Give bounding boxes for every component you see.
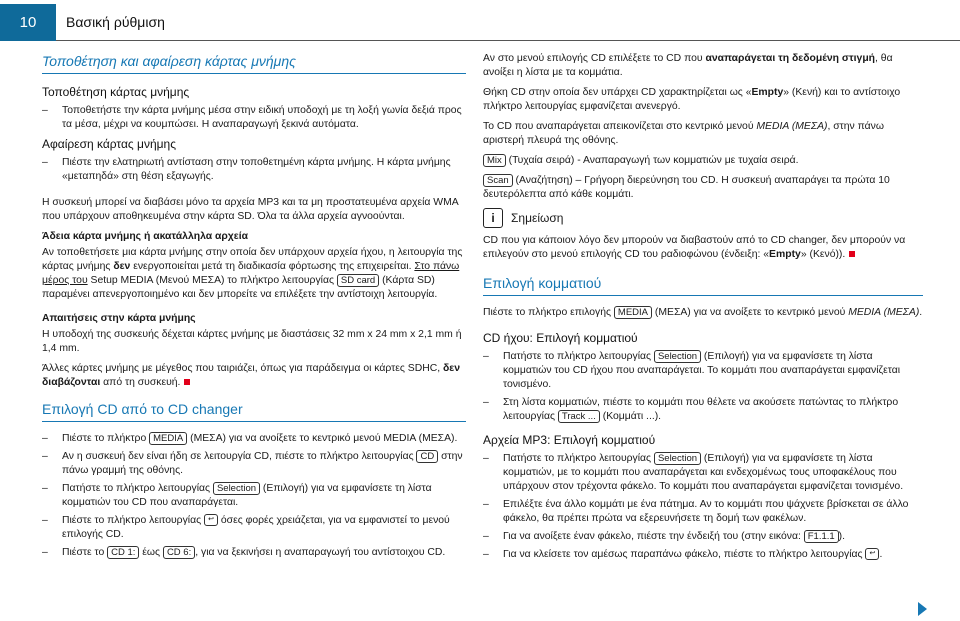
end-of-section-marker xyxy=(184,379,190,385)
selection-key: Selection xyxy=(654,350,701,363)
subheading-audio-cd: CD ήχου: Επιλογή κομματιού xyxy=(483,331,638,345)
paragraph-dimensions: Η υποδοχή της συσκευής δέχεται κάρτες μνήμης με διαστάσεις 32 mm x 24 mm x 2,1 mm ή 1,4 mm. xyxy=(42,329,462,354)
list-item: – Πιέστε το CD 1: έως CD 6: , για να ξεκινήσει η αναπαραγωγή του αντίστοιχου CD. xyxy=(42,547,446,558)
selection-key: Selection xyxy=(654,452,701,465)
heading-empty-card: Άδεια κάρτα μνήμης ή ακατάλληλα αρχεία xyxy=(42,231,248,242)
mix-key: Mix xyxy=(483,154,506,167)
list-item: – Πατήστε το πλήκτρο λειτουργίας Selection (Επιλογή) για να εμφανίσετε τη λίστα κομματιών του CD ήχου που αναπαράγεται. Το κομμάτι που αναπαράγεται εμφανίζεται τονισμένο. xyxy=(483,351,901,390)
list-item: – Τοποθετήστε την κάρτα μνήμης μέσα στην ειδική υποδοχή με τη λοξή γωνία δεξιά προς τα μέσα, μέχρι να κουμπώσει. Η αναπαραγωγή ξεκινά αυτόματα. xyxy=(42,105,462,130)
paragraph-current-cd: Αν στο μενού επιλογής CD επιλέξετε το CD που αναπαράγεται τη δεδομένη στιγμή, θα ανοίξει η λίστα με τα κομμάτια. xyxy=(483,53,893,78)
list-item: – Πιέστε το πλήκτρο MEDIA (ΜΕΣΑ) για να ανοίξετε το κεντρικό μενού MEDIA (ΜΕΣΑ). xyxy=(42,433,458,444)
info-icon: i xyxy=(483,208,503,228)
header-title: Βασική ρύθμιση xyxy=(66,14,165,30)
next-page-arrow-icon xyxy=(918,602,927,616)
media-key: MEDIA xyxy=(614,306,652,319)
paragraph-mix: Mix (Τυχαία σειρά) - Αναπαραγωγή των κομματιών με τυχαία σειρά. xyxy=(483,154,923,168)
list-item: – Πιέστε το πλήκτρο λειτουργίας ↩ όσες φορές χρειάζεται, για να εμφανιστεί το μενού επιλογής CD. xyxy=(42,515,450,540)
back-icon: ↩ xyxy=(204,514,218,526)
note-header xyxy=(483,208,923,228)
list-item: – Στη λίστα κομματιών, πιέστε το κομμάτι που θέλετε να ακούσετε πατώντας το πλήκτρο λειτουργίας Track ... (Κομμάτι ...). xyxy=(483,397,899,422)
list-item: – Πατήστε το πλήκτρο λειτουργίας Selection (Επιλογή) για να εμφανίσετε τη λίστα κομματιών του CD που αναπαράγεται. xyxy=(42,483,432,508)
left-column xyxy=(42,52,466,564)
cd-key: CD xyxy=(416,450,438,463)
subheading-mp3: Αρχεία MP3: Επιλογή κομματιού xyxy=(483,433,656,447)
subheading-insert-card: Τοποθέτηση κάρτας μνήμης xyxy=(42,85,190,99)
list-item: – Πατήστε το πλήκτρο λειτουργίας Selection (Επιλογή) για να εμφανίσετε τη λίστα κομματιών, με το κομμάτι που αναπαράγεται και ενδεχομένως τους υποφακέλους που υπάρχουν στον τρέχοντα φάκελο. Το κομμάτι που αναπαράγεται εμφανίζεται τονισμένο. xyxy=(483,453,904,492)
scan-key: Scan xyxy=(483,174,513,187)
back-icon: ↩ xyxy=(865,548,879,560)
section-title-memory-card: Τοποθέτηση και αφαίρεση κάρτας μνήμης xyxy=(42,52,466,74)
list-item: – Πιέστε την ελατηριωτή αντίσταση στην τοποθετημένη κάρτα μνήμης. Η κάρτα μνήμης «μεταπηδά» στη θέση εξαγωγής. xyxy=(42,157,451,182)
section-title-cd-changer: Επιλογή CD από το CD changer xyxy=(42,400,466,422)
paragraph-empty-slot: Θήκη CD στην οποία δεν υπάρχει CD χαρακτηρίζεται ως «Empty» (Κενή) και το αντίστοιχο πλήκτρο λειτουργίας εμφανίζεται ανενεργό. xyxy=(483,87,901,112)
sd-card-key: SD card xyxy=(337,274,379,287)
note-text: CD που για κάποιον λόγο δεν μπορούν να διαβαστούν από το CD changer, δεν μπορούν να επιλεγούν στο μενού επιλογής CD του ραδιοφώνου (ένδειξη: «Empty» (Κενό)). xyxy=(483,235,906,260)
header-divider xyxy=(56,40,960,41)
page-number: 10 xyxy=(0,4,56,41)
paragraph-open-media: Πιέστε το πλήκτρο επιλογής MEDIA (ΜΕΣΑ) για να ανοίξετε το κεντρικό μενού MEDIA (ΜΕΣΑ). xyxy=(483,307,923,318)
page-header xyxy=(0,0,960,42)
list-item: – Για να ανοίξετε έναν φάκελο, πιέστε την ένδειξή του (στην εικόνα: F1.1.1 ). xyxy=(483,531,846,542)
heading-requirements: Απαιτήσεις στην κάρτα μνήμης xyxy=(42,313,196,324)
paragraph-supported-files: Η συσκευή μπορεί να διαβάσει μόνο τα αρχεία MP3 και τα μη προστατευμένα αρχεία WMA που υπάρχουν αποθηκευμένα στην κάρτα SD. Όλα τα άλλα αρχεία αγνοούνται. xyxy=(42,197,459,222)
right-column xyxy=(483,52,923,566)
note-title: Σημείωση xyxy=(511,211,564,225)
cd1-key: CD 1: xyxy=(107,546,139,559)
paragraph-cd-display: Το CD που αναπαράγεται απεικονίζεται στο κεντρικό μενού MEDIA (ΜΕΣΑ), στην πάνω αριστερή πλευρά της οθόνης. xyxy=(483,121,884,146)
selection-key: Selection xyxy=(213,482,260,495)
section-title-track-selection: Επιλογή κομματιού xyxy=(483,274,923,296)
media-key: MEDIA xyxy=(149,432,187,445)
list-item: – Αν η συσκευή δεν είναι ήδη σε λειτουργία CD, πιέστε το πλήκτρο λειτουργίας CD στην πάνω γραμμή της οθόνης. xyxy=(42,451,463,476)
paragraph-empty-card: Αν τοποθετήσετε μια κάρτα μνήμης στην οποία δεν υπάρχουν αρχεία ήχου, η λειτουργία της κάρτας μνήμης δεν ενεργοποιείται μετά τη διαδικασία φόρτωσης της επιχειρείται. Στο πάνω μέρος του Setup MEDIA (Μενού ΜΕΣΑ) το πλήκτρο λειτουργίας SD card (Κάρτα SD) παραμένει απενεργοποιημένο και δεν μπορείτε να επιλέξετε την αντίστοιχη λειτουργία. xyxy=(42,247,463,300)
folder-f111-key: F1.1.1 xyxy=(804,530,839,543)
paragraph-scan: Scan (Αναζήτηση) – Γρήγορη διερεύνηση του CD. Η συσκευή αναπαράγει τα πρώτα 10 δευτερόλεπτα από κάθε κομμάτι. xyxy=(483,175,890,200)
end-of-section-marker xyxy=(849,251,855,257)
list-item: – Επιλέξτε ένα άλλο κομμάτι με ένα πάτημα. Αν το κομμάτι που ψάχνετε βρίσκεται σε άλλο φάκελο, θα πρέπει πρώτα να εξερευνήσετε τη δομή των φακέλων. xyxy=(483,499,909,524)
subheading-remove-card: Αφαίρεση κάρτας μνήμης xyxy=(42,137,177,151)
paragraph-sdhc: Άλλες κάρτες μνήμης με μέγεθος που ταιριάζει, όπως για παράδειγμα οι κάρτες SDHC, δεν διαβάζονται από τη συσκευή. xyxy=(42,363,460,388)
cd6-key: CD 6: xyxy=(163,546,195,559)
track-key: Track ... xyxy=(558,410,600,423)
list-item: – Για να κλείσετε τον αμέσως παραπάνω φάκελο, πιέστε το πλήκτρο λειτουργίας ↩ . xyxy=(483,549,883,560)
